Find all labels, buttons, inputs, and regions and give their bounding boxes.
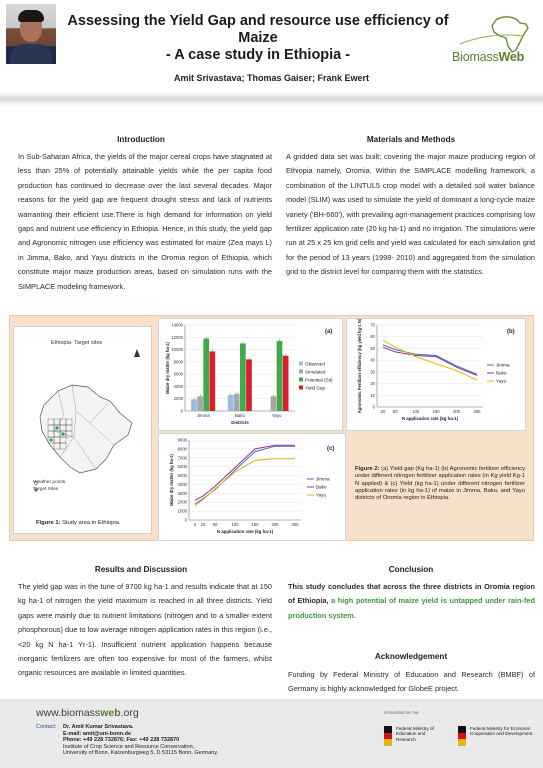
y-tick-label: 7000 xyxy=(177,455,187,461)
x-tick-label: 50 xyxy=(212,522,218,527)
y-tick-label: 40 xyxy=(370,357,375,363)
legend-label: Observed xyxy=(305,361,325,367)
legend-label: Yayu xyxy=(496,378,507,384)
bmbf-logo xyxy=(384,720,444,754)
y-tick-label: 10000 xyxy=(171,347,183,353)
title-line-1: Assessing the Yield Gap and resource use efficiency of Maize xyxy=(67,13,449,46)
y-tick-label: 20 xyxy=(370,381,375,387)
chart-fertilizer-efficiency xyxy=(346,318,526,431)
y-axis-title: Agronomic Fertilizer efficiency (kg yield kg-1 N) xyxy=(357,319,362,414)
x-tick-label: 200 xyxy=(271,522,279,527)
bmz-name: Federal Ministry for Economic Cooperation and Development xyxy=(470,726,533,737)
methods-heading: Materials and Methods xyxy=(366,135,456,144)
results-text: The yield gap was in the tune of 9700 kg ha-1 and results indicate that at 150 kg ha-1 of nitrogen the yield maximum is reached in all three districts. Yield gaps were mainly due to nutrient limitations (nitrogen and to a smaller extent phosphorous) due to low average nitrogen application rates in this region (i.e., <20 kg N ha-1 Yr-1). Insufficient nutrient application happens because inorganic fertilizers are often too expensive for most of the farmers, whilst organic resources are available in limited quantities. xyxy=(18,582,272,678)
legend-label: Yield Gap xyxy=(305,385,326,391)
header-divider xyxy=(0,92,543,106)
y-tick-label: 12000 xyxy=(171,334,183,340)
acknowledgement-heading: Acknowledgement xyxy=(374,652,448,661)
url-prefix: www.biomass xyxy=(36,707,101,719)
german-eagle-icon xyxy=(384,726,392,746)
y-tick-label: 6000 xyxy=(177,464,187,470)
y-tick-label: 30 xyxy=(370,369,375,375)
x-tick-label: Yayu xyxy=(271,413,282,418)
results-heading: Results and Discussion xyxy=(94,565,188,574)
y-tick-label: 70 xyxy=(370,322,375,328)
conclusion-lead: This study concludes that across the three districts in Oromia region of Ethiopia, xyxy=(288,582,535,606)
introduction-heading: Introduction xyxy=(117,135,165,144)
poster-header xyxy=(0,0,543,106)
conclusion-text xyxy=(288,580,535,623)
bar xyxy=(240,343,246,411)
contact-institute: Institute of Crop Science and Resource Conservation, xyxy=(63,743,195,750)
logo-suffix: Web xyxy=(498,50,525,64)
africa-map-icon xyxy=(450,14,538,54)
figure-2-text: (a) Yield gap (Kg ha-1) (b) Agronomic fertilizer efficiency under different nitrogen fertilizer application rates (in Kg yield Kg-1 N applied) & (c) Yield (kg ha-1) under different nitrogen fertilizer application rates (in kg ha-1) of maize in Jimma, Bako, and Yayu districts of Oromia region in Ethiopia. xyxy=(355,466,525,502)
x-tick-label: 100 xyxy=(412,409,420,414)
figure-1-text: Study area in Ethiopia. xyxy=(62,520,121,526)
y-tick-label: 8000 xyxy=(177,446,187,452)
contact-phone: Phone: +49 228 732876; Fax: +49 228 732870 xyxy=(63,737,180,744)
chart-c-svg xyxy=(159,434,347,542)
ethiopia-map xyxy=(14,327,153,535)
bar xyxy=(246,359,252,411)
map-title: Ethiopia- Target sites xyxy=(51,340,103,346)
title-line-2: - A case study in Ethiopia - xyxy=(165,47,351,63)
x-tick-label: Bako xyxy=(234,413,246,418)
y-axis-title: Maize dry matter (kg ha-1) xyxy=(169,454,174,506)
author-list: Amit Srivastava; Thomas Gaiser; Frank Ewert xyxy=(173,73,370,83)
legend-label: Jimma xyxy=(496,362,510,368)
bar xyxy=(209,351,215,411)
sponsor-tag: SPONSORED BY THE xyxy=(384,711,419,715)
series-line xyxy=(195,445,295,500)
legend-label: Potential (Sit) xyxy=(305,377,333,383)
legend-label: Simulated xyxy=(305,369,326,375)
chart-b-svg xyxy=(347,319,527,432)
legend-target-sites: Target Sites xyxy=(33,487,59,492)
y-axis-title: Maize dry matter (kg ha-1) xyxy=(165,342,170,394)
legend-swatch xyxy=(299,386,303,390)
bar xyxy=(228,395,234,411)
y-tick-label: 6000 xyxy=(173,371,183,377)
bar xyxy=(271,396,277,411)
y-tick-label: 2000 xyxy=(173,396,183,402)
y-tick-label: 0 xyxy=(372,404,375,410)
y-tick-label: 4000 xyxy=(177,481,187,487)
figure-2-caption xyxy=(355,466,525,502)
logo-prefix: Biomass xyxy=(452,50,499,64)
panel-label: (a) xyxy=(325,329,333,335)
x-tick-label: 0 xyxy=(193,522,197,527)
chart-yield-vs-n xyxy=(158,433,346,541)
legend-label: Jimma xyxy=(316,476,330,482)
y-tick-label: 60 xyxy=(370,334,375,340)
bmbf-name: Federal Ministry of Education and Research xyxy=(396,726,434,742)
y-tick-label: 0 xyxy=(180,408,183,414)
conclusion-heading: Conclusion xyxy=(388,565,434,574)
legend-swatch xyxy=(299,378,303,382)
acknowledgement-text: Funding by Federal Ministry of Education and Research (BMBF) of Germany is highly acknowledged for GlobeE project. xyxy=(288,670,535,694)
legend-swatch xyxy=(299,362,303,366)
bar xyxy=(277,341,283,411)
series-line xyxy=(195,446,295,504)
x-axis-title: Districts xyxy=(231,420,249,425)
x-tick-label: 150 xyxy=(251,522,259,527)
north-arrow-icon xyxy=(134,349,140,357)
series-line xyxy=(195,459,295,506)
methods-text: A gridded data set was built; covering the major maize producing region of Ethiopia namely, Oromia. Within the SIMPLACE modelling framework, a combination of the LINTUL5 crop model with a detailed soil water balance model (SLIM) was used to simulate the yield of dominant a long-cycle maize variety ('BH-660'), with prevailing agri-management practices comprising low fertilizer application rate (20 kg ha-1) and no irrigation. The simulations were run at 25 x 25 km grid cells and yield was calculated for each simulation grid for the period of 13 years (1998- 2010) and aggregated from the simulation grid to the district level for comparing them with the statistics. xyxy=(286,152,535,277)
y-tick-label: 5000 xyxy=(177,473,187,479)
x-tick-label: 50 xyxy=(392,409,398,414)
y-tick-label: 1000 xyxy=(177,508,187,514)
contact-email[interactable]: E-mail: amit@uni-bonn.de xyxy=(63,730,132,737)
y-tick-label: 8000 xyxy=(173,359,183,365)
contact-name: Dr. Amit Kumar Srivastava. xyxy=(63,724,134,730)
legend-swatch xyxy=(299,370,303,374)
legend-label: Bako xyxy=(496,370,507,376)
x-tick-label: 20 xyxy=(200,522,206,527)
x-tick-label: Jimma xyxy=(196,413,210,418)
bar xyxy=(197,396,203,411)
y-tick-label: 9000 xyxy=(177,437,187,443)
y-tick-label: 2000 xyxy=(177,499,187,505)
bar xyxy=(203,339,209,411)
x-tick-label: 250 xyxy=(291,522,299,527)
bar xyxy=(283,356,289,411)
x-tick-label: 250 xyxy=(473,409,481,414)
url-suffix: .org xyxy=(120,707,139,719)
legend-weather-points: Weather points xyxy=(33,480,66,485)
legend-label: Yayu xyxy=(316,492,327,498)
contact-address: University of Bonn, Katzenburgweg 5, D 53115 Bonn, Germany. xyxy=(63,750,219,757)
y-tick-label: 0 xyxy=(184,517,187,523)
biomassweb-logo xyxy=(450,14,538,72)
poster-title xyxy=(62,13,454,64)
introduction-text: In Sub-Saharan Africa, the yields of the major cereal crops have stagnated at less than 25% of potentially attainable yields while the per capita food production has continued to decrease over the last several decades. Major reasons for the yield gap are frequent drought stress and lack of nutrients warranting their efficient use.There is high demand for information on yield gaps and nutrient use efficiency in Ethiopia. Hence, in this study, the yield gap and Agronomic nitrogen use efficiency was estimated for maize (Zea mays L) in Jimma, Bako, and Yayu districts in the Oromia region of Ethiopia, which constitute major maize production areas, based on simulation runs with the SIMPLACE modeling framework. xyxy=(18,152,272,291)
website-link[interactable] xyxy=(36,707,139,719)
bmz-logo xyxy=(458,720,538,754)
x-axis-title: N application rate (kg ha-1) xyxy=(401,416,459,421)
y-tick-label: 14000 xyxy=(171,322,183,328)
panel-label: (c) xyxy=(327,446,335,452)
legend-label: Bako xyxy=(316,484,327,490)
y-tick-label: 50 xyxy=(370,345,375,351)
x-tick-label: 200 xyxy=(453,409,461,414)
x-tick-label: 150 xyxy=(432,409,440,414)
y-tick-label: 3000 xyxy=(177,490,187,496)
figure-2-label: Figure 2: xyxy=(355,466,380,472)
contact-label: Contact: xyxy=(36,724,57,730)
url-bold: web xyxy=(100,707,121,719)
figure-1-label: Figure 1: xyxy=(36,520,61,526)
study-area-map xyxy=(13,326,152,534)
contact-block xyxy=(63,724,218,757)
figure-1-caption xyxy=(36,520,120,526)
panel-label: (b) xyxy=(507,329,515,335)
y-tick-label: 4000 xyxy=(173,383,183,389)
conclusion-highlight: a high potential of maize yield is untapped under rain-fed production system. xyxy=(288,596,535,620)
x-tick-label: 100 xyxy=(231,522,239,527)
logo-wordmark xyxy=(452,50,524,64)
chart-a-svg xyxy=(159,319,344,432)
bar xyxy=(191,399,197,411)
y-tick-label: 10 xyxy=(370,392,375,398)
x-axis-title: N application rate (kg ha-1) xyxy=(216,529,274,534)
german-eagle-icon-2 xyxy=(458,726,466,746)
x-tick-label: 20 xyxy=(380,409,386,414)
bar xyxy=(234,394,240,411)
author-photo xyxy=(6,4,56,64)
chart-yield-gap xyxy=(158,318,343,431)
